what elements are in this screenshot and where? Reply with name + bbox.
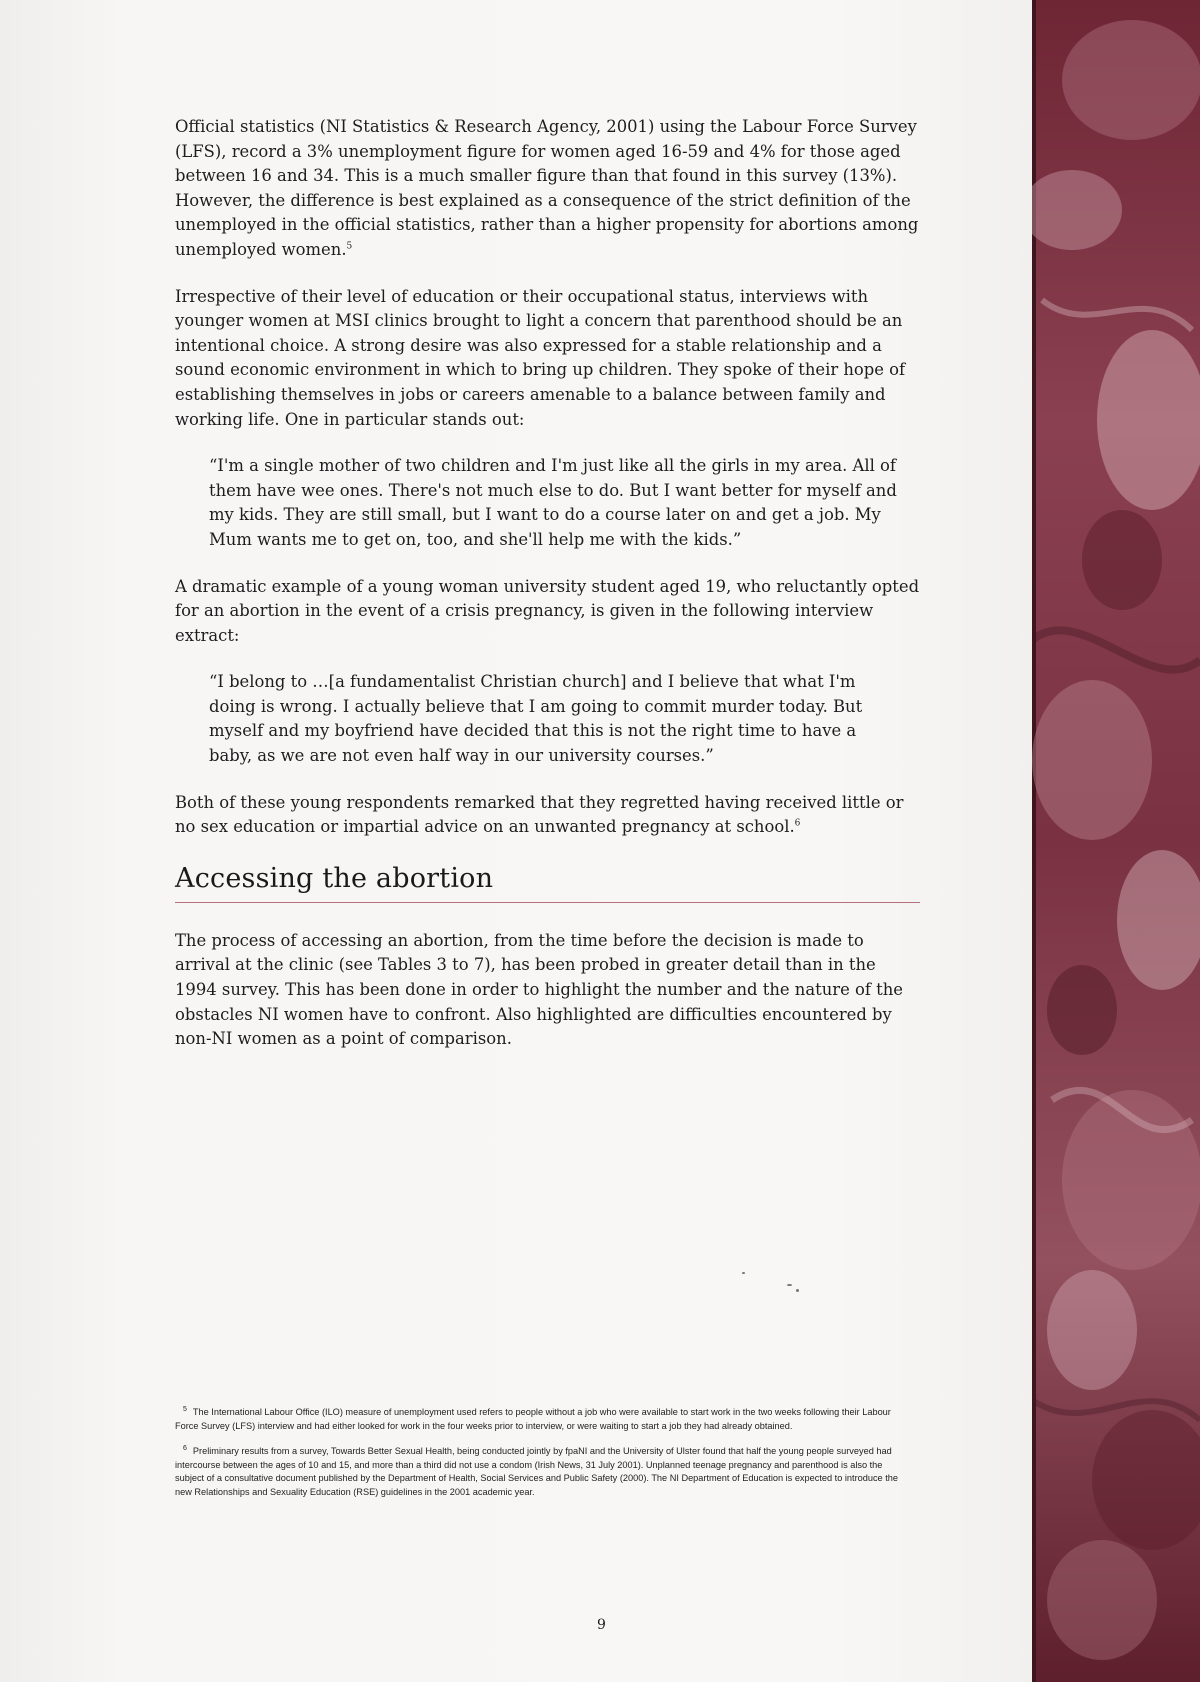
scan-speck [796,1289,799,1292]
decorative-photo-art [1032,0,1200,1682]
paragraph-1-text: Official statistics (NI Statistics & Research Agency, 2001) using the Labour Force Survey (LFS), record a 3% unemployment figure for women aged 16-59 and 4% for those aged between 16 and 34. This is a much smaller figure than that found in this survey (13%). However, the difference is best explained as a consequence of the strict definition of the unemployed in the official statistics, rather than a higher propensity for abortions among unemployed women. [175,117,919,259]
section-heading: Accessing the abortion [175,862,494,894]
footnote-text: Preliminary results from a survey, Towards Better Sexual Health, being conducted jointly by fpaNI and the University of Ulster found that half the young people surveyed had intercourse between the ages of 10 and 15, and more than a third did not use a condom (Irish News, 31 July 2001). Unplanned teenage pregnancy and parenthood is also the subject of a consultative document published by the Department of Health, Social Services and Public Safety (2000). The NI Department of Education is expected to introduce the new Relationships and Sexuality Education (RSE) guidelines in the 2001 academic year. [175,1446,898,1497]
footnote-mark: 6 [183,1444,187,1452]
scan-speck [742,1272,745,1274]
body-paragraph: The process of accessing an abortion, from the time before the decision is made to arrival at the clinic (see Tables 3 to 7), has been probed in greater detail than in the 1994 survey. This has been done in order to highlight the number and the nature of the obstacles NI women have to confront. Also highlighted are difficulties encountered by non-NI women as a point of comparison. [175,930,903,1049]
body-paragraph: Irrespective of their level of education or their occupational status, interviews with younger women at MSI clinics brought to light a concern that parenthood should be an intentional choice. A strong desire was also expressed for a stable relationship and a sound economic environment in which to bring up children. They spoke of their hope of establishing themselves in jobs or careers amenable to a balance between family and working life. One in particular stands out: [175,286,906,429]
decorative-photo-panel [1032,0,1200,1682]
paragraph-4-text: Both of these young respondents remarked that they regretted having received little or no sex education or impartial advice on an unwanted pregnancy at school. [175,792,904,837]
body-paragraph: A dramatic example of a young woman university student aged 19, who reluctantly opted for an abortion in the event of a crisis pregnancy, is given in the following interview extract: [175,576,920,645]
footnote-mark: 5 [183,1405,187,1413]
footnote [175,1406,910,1433]
body-paragraph [175,791,920,840]
footnote-reference-6: 6 [794,818,801,829]
scan-speck [787,1284,792,1286]
footnotes-section [175,1406,910,1511]
footnote [175,1445,910,1499]
footnote-text: The International Labour Office (ILO) measure of unemployment used refers to people without a job who were available to start work in the two weeks following their Labour Force Survey (LFS) interview and had either looked for work in the four weeks prior to interview, or were waiting to start a job they had already obtained. [175,1407,891,1431]
body-paragraph [175,115,920,263]
interview-quote: “I'm a single mother of two children and I'm just like all the girls in my area. All of them have wee ones. There's not much else to do. But I want better for myself and my kids. They are still small, but I want to do a course later on and get a job. My Mum wants me to get on, too, and she'll help me with the kids.” [209,456,897,549]
page-number: 9 [597,1617,606,1633]
interview-quote: “I belong to …[a fundamentalist Christian church] and I believe that what I'm doing is wrong. I actually believe that I am going to commit murder today. But myself and my boyfriend have decided that this is not the right time to have a baby, as we are not even half way in our university courses.” [209,672,863,766]
heading-rule-divider [175,902,920,903]
footnote-reference-5: 5 [346,241,353,252]
main-text-column [175,115,920,1074]
